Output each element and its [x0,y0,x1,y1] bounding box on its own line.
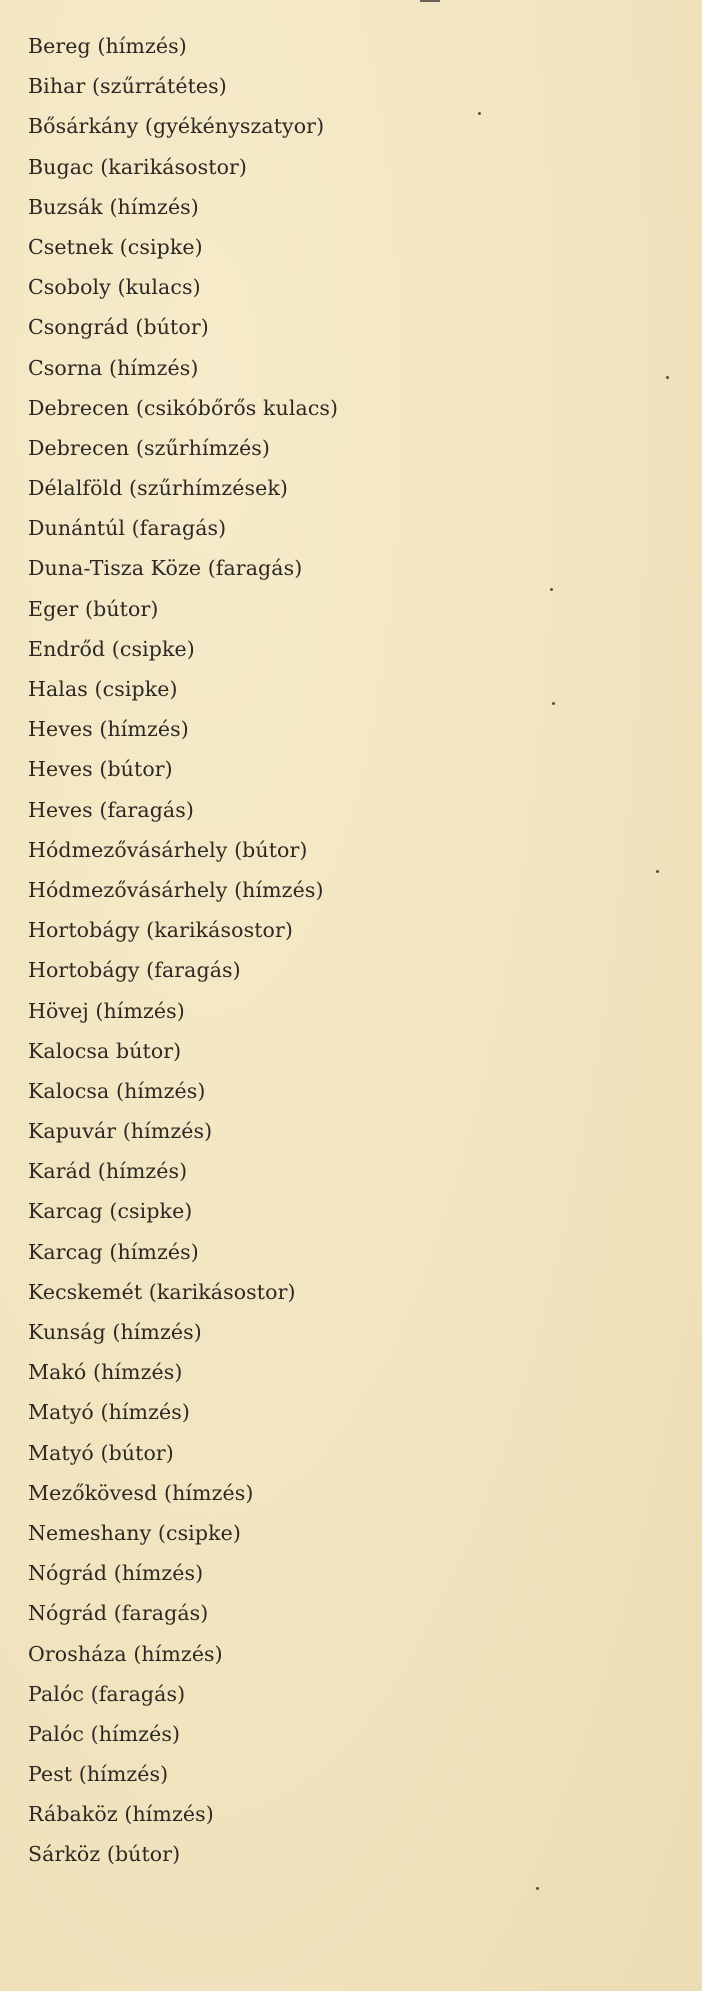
list-item: Matyó (bútor) [28,1440,174,1465]
list-item: Karád (hímzés) [28,1159,188,1184]
list-item: Mezőkövesd (hímzés) [28,1480,254,1505]
list-item: Hortobágy (karikásostor) [28,918,293,943]
list-item: Bősárkány (gyékényszatyor) [28,114,325,139]
list-item: Csetnek (csipke) [28,234,203,259]
list-item: Bereg (hímzés) [28,34,187,58]
list-item: Eger (bútor) [28,596,159,621]
list-item: Nógrád (hímzés) [28,1561,204,1586]
list-item: Halas (csipke) [28,677,178,701]
list-item: Buzsák (hímzés) [28,194,199,219]
list-item: Heves (hímzés) [28,717,189,742]
list-item: Hódmezővásárhely (hímzés) [28,877,324,902]
list-item: Hódmezővásárhely (bútor) [28,837,308,862]
list-item: Csongrád (bútor) [28,315,209,340]
print-speck [666,376,669,379]
list-item: Hövej (hímzés) [28,998,185,1023]
list-item: Rábaköz (hímzés) [28,1802,214,1827]
list-item: Karcag (csipke) [28,1199,193,1224]
list-item: Sárköz (bútor) [28,1842,181,1867]
list-item: Heves (bútor) [28,757,173,782]
list-item: Endrőd (csipke) [28,636,195,661]
list-item: Heves (faragás) [28,797,194,822]
list-item: Kalocsa bútor) [28,1038,182,1063]
list-item: Kapuvár (hímzés) [28,1119,213,1144]
list-item: Bugac (karikásostor) [28,154,248,179]
list-item: Nemeshany (csipke) [28,1520,241,1545]
print-speck [550,588,553,591]
list-item: Orosháza (hímzés) [28,1641,223,1666]
list-item: Makó (hímzés) [28,1360,183,1385]
list-item: Kunság (hímzés) [28,1320,202,1344]
list-item: Kalocsa (hímzés) [28,1078,206,1103]
place-craft-list [28,26,338,1875]
list-item: Pest (hímzés) [28,1762,169,1787]
list-item: Bihar (szűrrátétes) [28,74,227,99]
list-item: Hortobágy (faragás) [28,958,241,983]
list-item: Dunántúl (faragás) [28,516,227,541]
list-item: Karcag (hímzés) [28,1239,199,1264]
print-speck [656,870,659,873]
print-speck [478,112,481,115]
print-speck [536,1887,539,1890]
list-item: Palóc (hímzés) [28,1721,181,1746]
list-item: Debrecen (szűrhímzés) [28,435,271,460]
list-item: Csoboly (kulacs) [28,275,201,300]
list-item: Délalföld (szűrhímzések) [28,476,288,501]
list-item: Debrecen (csikóbőrős kulacs) [28,395,339,420]
list-item: Kecskemét (karikásostor) [28,1279,296,1304]
top-edge-mark [420,0,440,2]
list-item: Nógrád (faragás) [28,1601,209,1626]
list-item: Csorna (hímzés) [28,355,199,380]
list-item: Matyó (hímzés) [28,1400,190,1425]
list-item: Palóc (faragás) [28,1681,186,1706]
list-item: Duna-Tisza Köze (faragás) [28,556,303,581]
print-speck [552,702,555,705]
